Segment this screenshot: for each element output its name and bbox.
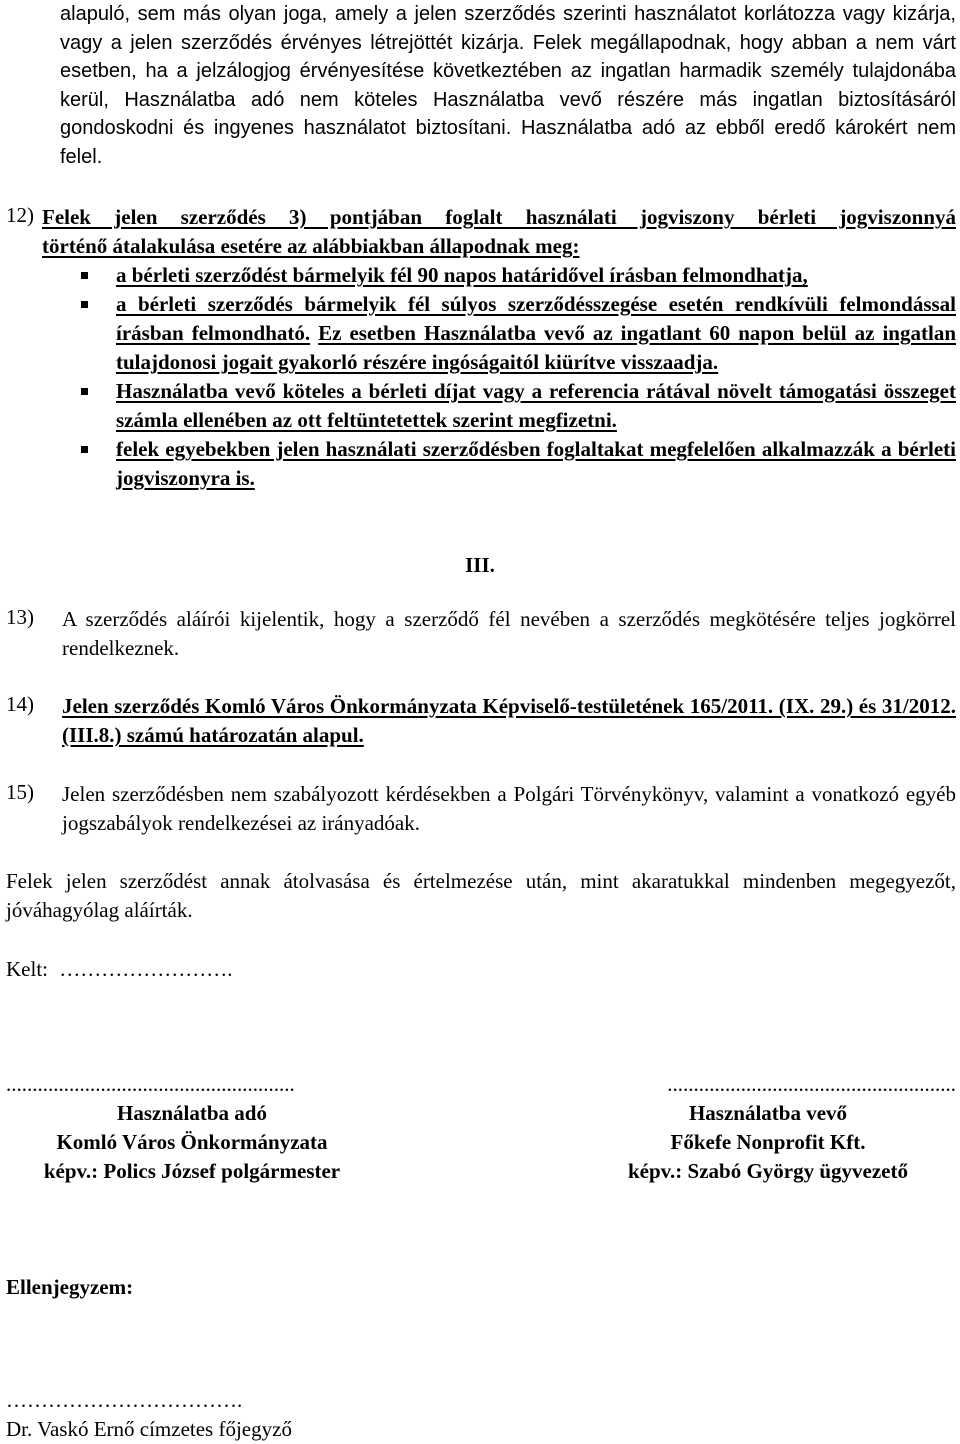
bullet-text: a bérleti szerződés bármelyik fél súlyos szerződésszegése esetén rendkívüli felmondással írásban felmondható. — [116, 292, 956, 345]
square-bullet-icon — [81, 301, 88, 308]
countersign-label: Ellenjegyzem: — [6, 1275, 134, 1299]
signer-org-right: Főkefe Nonprofit Kft. — [670, 1130, 866, 1154]
signer-role-left: Használatba adó — [117, 1101, 267, 1125]
signer-rep-left: képv.: Polics József polgármester — [43, 1159, 341, 1183]
section-15-text: Jelen szerződésben nem szabályozott kérdésekben a Polgári Törvénykönyv, valamint a vonatkozó egyéb jogszabályok rendelkezései az irányadóak. — [62, 782, 956, 835]
signature-line-right: ....................................................... — [667, 1072, 956, 1096]
bullet-item — [78, 435, 956, 493]
closing-paragraph: Felek jelen szerződést annak átolvasása és értelmezése után, mint akaratukkal mindenben megegyezőt, jóváhagyólag aláírták. — [6, 869, 956, 922]
section-13-text: A szerződés aláírói kijelentik, hogy a szerződő fél nevében a szerződés megkötésére teljes jogkörrel rendelkeznek. — [62, 607, 956, 660]
bullet-item — [78, 377, 956, 435]
signature-line-left: ....................................................... — [6, 1072, 295, 1096]
date-blank: ……………………. — [59, 957, 233, 981]
countersign-name: Dr. Vaskó Ernő címzetes főjegyző — [6, 1417, 292, 1441]
section-14-text: Jelen szerződés Komló Város Önkormányzata Képviselő-testületének 165/2011. (IX. 29.) és 31/2012. (III.8.) számú határozatán alapul. — [62, 694, 956, 747]
square-bullet-icon — [81, 388, 88, 395]
bullet-item — [78, 290, 956, 377]
bullet-item — [78, 261, 956, 290]
bullet-continuation: Ez esetben Használatba vevő az ingatlant 60 napon belül az ingatlan tulajdonosi jogait gyakorló részére ingóságaitól kiürítve visszaadja. — [116, 321, 956, 374]
date-line — [6, 955, 606, 984]
section-12-heading-line2: történő átalakulása esetére az alábbiakban állapodnak meg: — [42, 234, 580, 258]
bullet-text: Használatba vevő köteles a bérleti díjat vagy a referencia rátával növelt támogatási összeget számla ellenében az ott feltüntetettek szerint megfizetni. — [116, 379, 956, 432]
section-12-number: 12) — [6, 203, 34, 227]
square-bullet-icon — [81, 272, 88, 279]
signer-org-left: Komló Város Önkormányzata — [56, 1130, 328, 1154]
bullet-text: a bérleti szerződést bármelyik fél 90 napos határidővel írásban felmondhatja, — [116, 263, 808, 287]
square-bullet-icon — [81, 446, 88, 453]
signature-block-right — [580, 1070, 956, 1186]
countersign-line: ……………………………. — [6, 1388, 243, 1412]
signer-rep-right: képv.: Szabó György ügyvezető — [628, 1159, 908, 1183]
section-12-bullet-list — [78, 261, 956, 493]
date-label: Kelt: — [6, 957, 48, 981]
section-12-heading-line1: Felek jelen szerződés 3) pontjában foglalt használati jogviszony bérleti jogviszonnyá — [42, 205, 956, 229]
bullet-text: felek egyebekben jelen használati szerződésben foglaltakat megfelelően alkalmazzák a bérleti jogviszonyra is. — [116, 437, 956, 490]
signer-role-right: Használatba vevő — [688, 1101, 848, 1125]
chapter-title: III. — [465, 553, 495, 577]
signature-block-left — [0, 1070, 384, 1186]
section-13-number: 13) — [6, 605, 34, 629]
intro-paragraph: alapuló, sem más olyan joga, amely a jelen szerződés szerinti használatot korlátozza vagy kizárja, vagy a jelen szerződés érvényes létrejöttét kizárja. Felek megállapodnak, hogy abban a nem várt esetben, ha a jelzálogjog érvényesítése következtében az ingatlan harmadik személy tulajdonába kerül, Használatba adó nem köteles Használatba vevő részére más ingatlan biztosításáról gondoskodni és ingyenes használatot biztosítani. Használatba adó az ebből eredő károkért nem felel. — [60, 3, 956, 168]
section-14-number: 14) — [6, 692, 34, 716]
section-15-number: 15) — [6, 780, 34, 804]
